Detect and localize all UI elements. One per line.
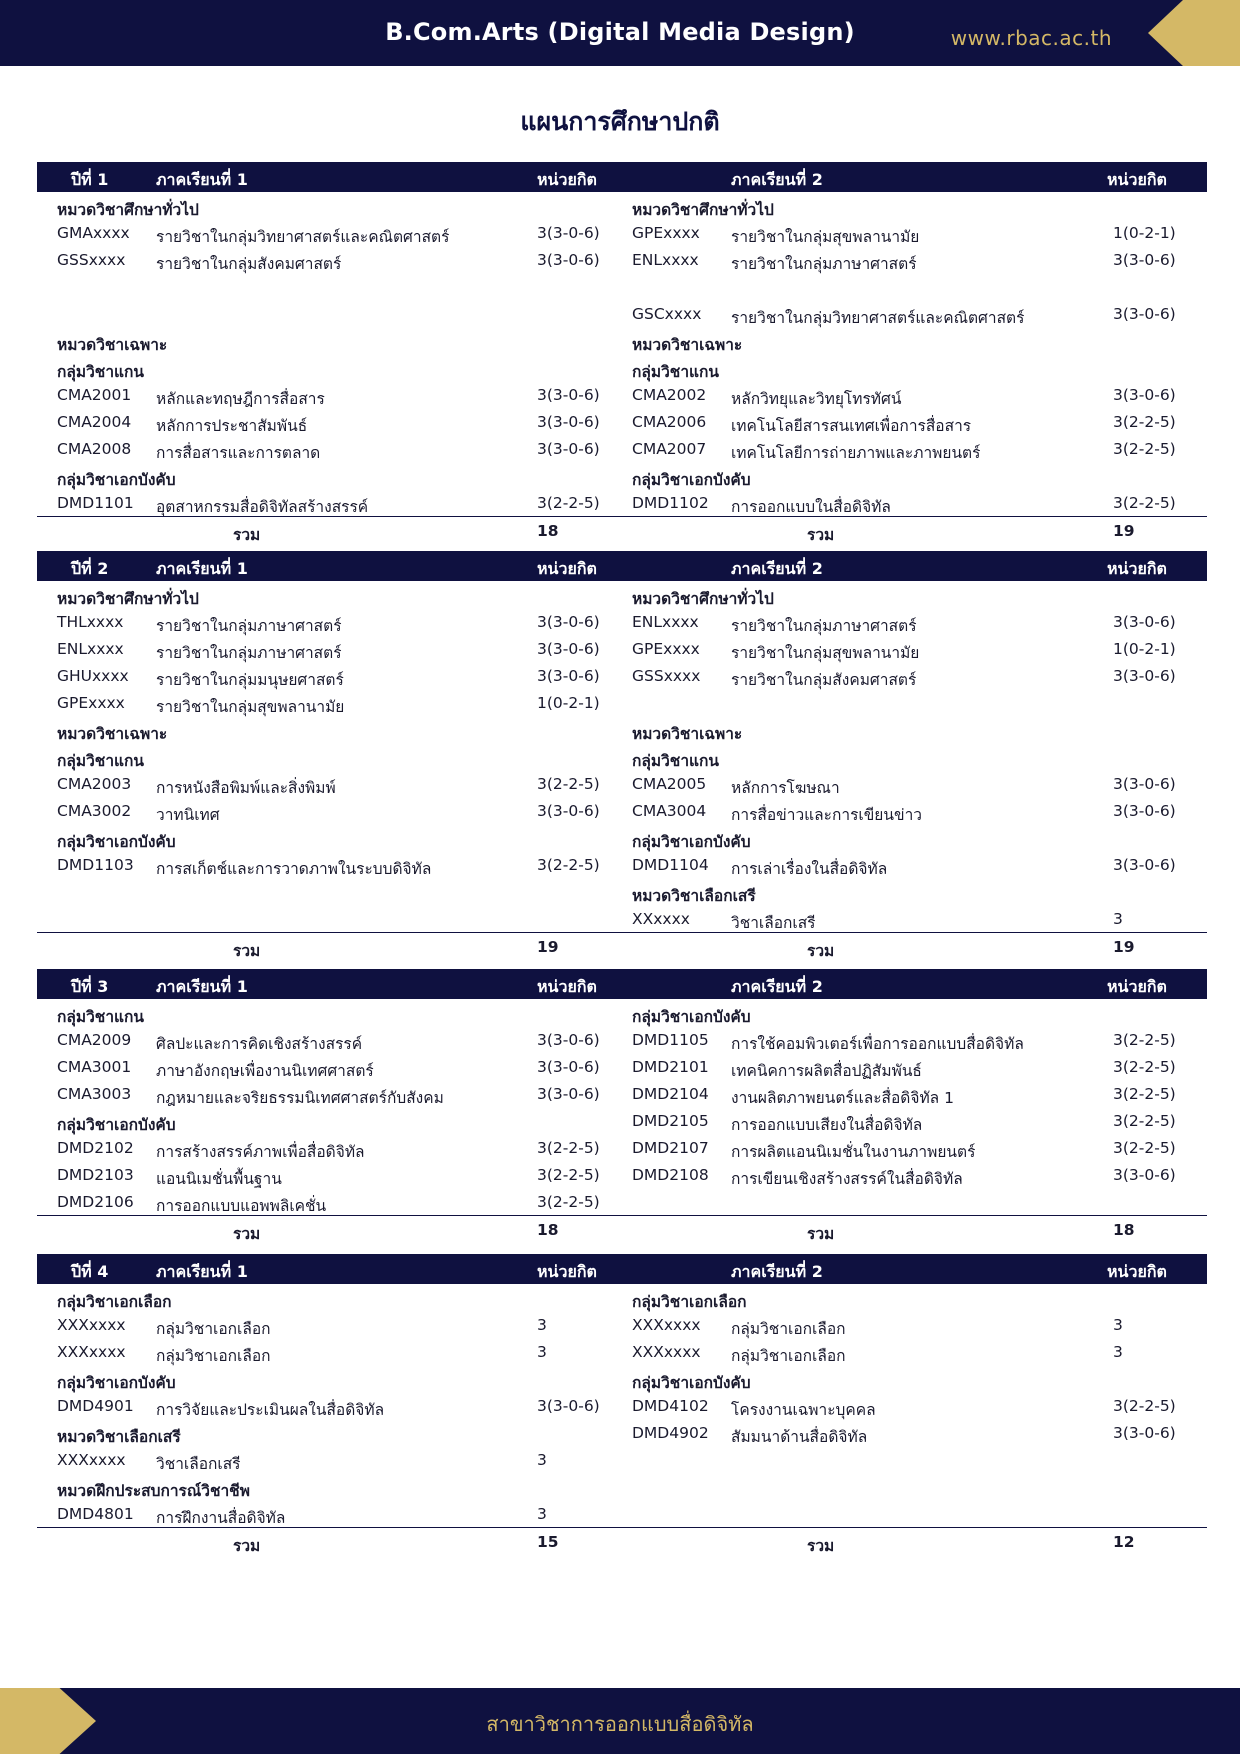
category-heading: หมวดฝึกประสบการณ์วิชาชีพ: [57, 1482, 250, 1500]
course-credit: 3(2-2-5): [537, 1139, 600, 1157]
course-code: CMA2009: [57, 1031, 132, 1049]
category-heading: กลุ่มวิชาเอกบังคับ: [57, 1374, 176, 1392]
table-row: [37, 1365, 1207, 1392]
course-credit: 3(2-2-5): [1113, 440, 1176, 458]
course-credit: 3(3-0-6): [537, 440, 600, 458]
semester-1-label: ภาคเรียนที่ 1: [156, 559, 248, 578]
category-heading: กลุ่มวิชาแกน: [632, 752, 719, 770]
course-code: DMD1104: [632, 856, 709, 874]
course-code: THLxxxx: [57, 613, 124, 631]
year-label: ปีที่ 3: [71, 977, 109, 996]
course-credit: 3: [1113, 910, 1123, 928]
course-name: การออกแบบแอพพลิเคชั่น: [156, 1197, 327, 1215]
course-name: โครงงานเฉพาะบุคคล: [731, 1401, 876, 1419]
course-name: หลักวิทยุและวิทยุโทรทัศน์: [731, 390, 902, 408]
course-code: CMA3004: [632, 802, 707, 820]
total-label: รวม: [807, 526, 835, 544]
course-credit: 3(2-2-5): [537, 1193, 600, 1211]
semester-1-label: ภาคเรียนที่ 1: [156, 977, 248, 996]
category-heading: กลุ่มวิชาแกน: [632, 363, 719, 381]
course-name: การสเก็ตช์และการวาดภาพในระบบดิจิทัล: [156, 860, 432, 878]
course-credit: 1(0-2-1): [537, 694, 600, 712]
credits-header: หน่วยกิต: [537, 977, 597, 996]
course-credit: 3(3-0-6): [1113, 1166, 1176, 1184]
course-credit: 3: [537, 1316, 547, 1334]
course-credit: 3(2-2-5): [1113, 1397, 1176, 1415]
course-name: รายวิชาในกลุ่มสังคมศาสตร์: [156, 255, 342, 273]
course-code: XXXxxxx: [57, 1316, 126, 1334]
course-credit: 3(2-2-5): [537, 1166, 600, 1184]
course-name: แอนนิเมชั่นพื้นฐาน: [156, 1170, 282, 1188]
course-code: ENLxxxx: [632, 251, 699, 269]
course-name: การออกแบบเสียงในสื่อดิจิทัล: [731, 1116, 923, 1134]
course-credit: 1(0-2-1): [1113, 640, 1176, 658]
course-code: DMD4102: [632, 1397, 709, 1415]
table-row: [37, 797, 1207, 824]
total-credits-sem1: 18: [537, 522, 559, 540]
course-code: DMD2105: [632, 1112, 709, 1130]
table-row: [37, 851, 1207, 878]
table-row: [37, 273, 1207, 300]
course-code: DMD4901: [57, 1397, 134, 1415]
course-code: DMD1105: [632, 1031, 709, 1049]
category-heading: หมวดวิชาเลือกเสรี: [57, 1428, 181, 1446]
table-row: [37, 824, 1207, 851]
total-label: รวม: [233, 1537, 261, 1555]
course-code: GPExxxx: [57, 694, 125, 712]
course-code: DMD4801: [57, 1505, 134, 1523]
category-heading: กลุ่มวิชาเอกเลือก: [632, 1293, 747, 1311]
page-title: แผนการศึกษาปกติ: [520, 107, 720, 136]
total-credits-sem2: 12: [1113, 1533, 1135, 1551]
course-credit: 3(3-0-6): [537, 1397, 600, 1415]
course-name: การวิจัยและประเมินผลในสื่อดิจิทัล: [156, 1401, 385, 1419]
course-credit: 3(3-0-6): [1113, 613, 1176, 631]
course-name: วาทนิเทศ: [156, 806, 220, 824]
year-header: [37, 1254, 1207, 1284]
course-name: ศิลปะและการคิดเชิงสร้างสรรค์: [156, 1035, 363, 1053]
course-credit: 3(3-0-6): [1113, 775, 1176, 793]
table-row: [37, 246, 1207, 273]
table-row: [37, 1053, 1207, 1080]
table-row: [37, 327, 1207, 354]
course-name: การสื่อข่าวและการเขียนข่าว: [731, 806, 922, 824]
course-credit: 3(3-0-6): [537, 413, 600, 431]
course-code: GSSxxxx: [632, 667, 701, 685]
course-code: XXxxxx: [632, 910, 690, 928]
course-credit: 3(3-0-6): [537, 386, 600, 404]
course-code: GPExxxx: [632, 640, 700, 658]
semester-1-label: ภาคเรียนที่ 1: [156, 170, 248, 189]
course-code: DMD2106: [57, 1193, 134, 1211]
course-code: CMA2006: [632, 413, 707, 431]
course-code: DMD1101: [57, 494, 134, 512]
course-name: หลักและทฤษฎีการสื่อสาร: [156, 390, 325, 408]
table-row: [37, 1311, 1207, 1338]
course-name: เทคนิคการผลิตสื่อปฏิสัมพันธ์: [731, 1062, 922, 1080]
semester-2-label: ภาคเรียนที่ 2: [731, 1262, 823, 1281]
course-code: CMA2007: [632, 440, 707, 458]
course-code: DMD1102: [632, 494, 709, 512]
semester-1-label: ภาคเรียนที่ 1: [156, 1262, 248, 1281]
semester-2-label: ภาคเรียนที่ 2: [731, 977, 823, 996]
course-code: CMA2004: [57, 413, 132, 431]
course-code: CMA3002: [57, 802, 132, 820]
category-heading: กลุ่มวิชาเอกบังคับ: [632, 471, 751, 489]
course-credit: 3(3-0-6): [537, 640, 600, 658]
course-name: รายวิชาในกลุ่มภาษาศาสตร์: [156, 644, 342, 662]
table-row: [37, 1338, 1207, 1365]
course-code: GPExxxx: [632, 224, 700, 242]
course-code: DMD2103: [57, 1166, 134, 1184]
category-heading: หมวดวิชาศึกษาทั่วไป: [57, 201, 199, 219]
course-name: การใช้คอมพิวเตอร์เพื่อการออกแบบสื่อดิจิทัล: [731, 1035, 1024, 1053]
category-heading: หมวดวิชาเฉพาะ: [632, 725, 743, 743]
table-row: [37, 716, 1207, 743]
course-credit: 3: [537, 1343, 547, 1361]
category-heading: กลุ่มวิชาแกน: [57, 1008, 144, 1026]
course-credit: 3(2-2-5): [1113, 1139, 1176, 1157]
year-header: [37, 969, 1207, 999]
course-name: กลุ่มวิชาเอกเลือก: [156, 1347, 271, 1365]
course-name: วิชาเลือกเสรี: [731, 914, 816, 932]
course-credit: 3(3-0-6): [537, 613, 600, 631]
category-heading: หมวดวิชาศึกษาทั่วไป: [632, 590, 774, 608]
total-row: [37, 1215, 1207, 1244]
year-label: ปีที่ 4: [71, 1262, 109, 1281]
course-credit: 3(3-0-6): [537, 251, 600, 269]
year-section: [37, 969, 1207, 1244]
semester-2-label: ภาคเรียนที่ 2: [731, 559, 823, 578]
year-label: ปีที่ 2: [71, 559, 109, 578]
course-name: รายวิชาในกลุ่มวิทยาศาสตร์และคณิตศาสตร์: [156, 228, 450, 246]
course-name: วิชาเลือกเสรี: [156, 1455, 241, 1473]
category-heading: หมวดวิชาเฉพาะ: [632, 336, 743, 354]
website-url[interactable]: www.rbac.ac.th: [950, 26, 1112, 50]
course-code: GSSxxxx: [57, 251, 126, 269]
course-code: DMD2101: [632, 1058, 709, 1076]
course-credit: 3(3-0-6): [537, 224, 600, 242]
table-row: [37, 905, 1207, 932]
page-footer: [0, 1688, 1240, 1754]
header-gold-arrow: [1148, 0, 1240, 66]
course-code: DMD2107: [632, 1139, 709, 1157]
total-credits-sem2: 19: [1113, 938, 1135, 956]
course-credit: 3(2-2-5): [1113, 1085, 1176, 1103]
table-row: [37, 300, 1207, 327]
course-credit: 3(3-0-6): [1113, 251, 1176, 269]
table-row: [37, 1473, 1207, 1500]
table-row: [37, 1419, 1207, 1446]
table-row: [37, 1107, 1207, 1134]
course-name: เทคโนโลยีสารสนเทศเพื่อการสื่อสาร: [731, 417, 972, 435]
course-name: รายวิชาในกลุ่มภาษาศาสตร์: [156, 617, 342, 635]
course-credit: 3(2-2-5): [1113, 413, 1176, 431]
course-code: GSCxxxx: [632, 305, 702, 323]
course-name: กลุ่มวิชาเอกเลือก: [731, 1347, 846, 1365]
course-name: อุตสาหกรรมสื่อดิจิทัลสร้างสรรค์: [156, 498, 369, 516]
total-label: รวม: [807, 1537, 835, 1555]
total-label: รวม: [807, 1225, 835, 1243]
table-row: [37, 489, 1207, 516]
course-credit: 3(3-0-6): [1113, 856, 1176, 874]
course-code: CMA2005: [632, 775, 707, 793]
course-name: ภาษาอังกฤษเพื่องานนิเทศศาสตร์: [156, 1062, 374, 1080]
course-credit: 1(0-2-1): [1113, 224, 1176, 242]
course-credit: 3(2-2-5): [537, 856, 600, 874]
course-code: XXXxxxx: [57, 1451, 126, 1469]
course-name: การออกแบบในสื่อดิจิทัล: [731, 498, 891, 516]
category-heading: กลุ่มวิชาเอกบังคับ: [632, 833, 751, 851]
year-header: [37, 162, 1207, 192]
category-heading: กลุ่มวิชาเอกบังคับ: [57, 471, 176, 489]
year-label: ปีที่ 1: [71, 170, 109, 189]
course-name: กลุ่มวิชาเอกเลือก: [156, 1320, 271, 1338]
table-row: [37, 1446, 1207, 1473]
course-name: รายวิชาในกลุ่มภาษาศาสตร์: [731, 617, 917, 635]
category-heading: กลุ่มวิชาเอกบังคับ: [57, 1116, 176, 1134]
category-heading: หมวดวิชาเลือกเสรี: [632, 887, 756, 905]
course-name: การหนังสือพิมพ์และสิ่งพิมพ์: [156, 779, 336, 797]
department-name: สาขาวิชาการออกแบบสื่อดิจิทัล: [486, 1712, 754, 1736]
course-credit: 3(3-0-6): [537, 667, 600, 685]
table-row: [37, 354, 1207, 381]
total-credits-sem2: 19: [1113, 522, 1135, 540]
semester-2-label: ภาคเรียนที่ 2: [731, 170, 823, 189]
credits-header: หน่วยกิต: [1107, 1262, 1167, 1281]
category-heading: กลุ่มวิชาแกน: [57, 363, 144, 381]
total-row: [37, 932, 1207, 961]
course-code: XXXxxxx: [632, 1316, 701, 1334]
table-row: [37, 381, 1207, 408]
course-credit: 3(2-2-5): [1113, 1112, 1176, 1130]
table-row: [37, 1134, 1207, 1161]
table-row: [37, 743, 1207, 770]
course-name: เทคโนโลยีการถ่ายภาพและภาพยนตร์: [731, 444, 981, 462]
category-heading: กลุ่มวิชาแกน: [57, 752, 144, 770]
course-name: งานผลิตภาพยนตร์และสื่อดิจิทัล 1: [731, 1089, 954, 1107]
course-credit: 3: [537, 1505, 547, 1523]
course-credit: 3(3-0-6): [1113, 386, 1176, 404]
total-label: รวม: [807, 942, 835, 960]
table-row: [37, 1026, 1207, 1053]
course-name: หลักการประชาสัมพันธ์: [156, 417, 308, 435]
course-code: XXXxxxx: [632, 1343, 701, 1361]
course-name: รายวิชาในกลุ่มวิทยาศาสตร์และคณิตศาสตร์: [731, 309, 1025, 327]
table-row: [37, 581, 1207, 608]
course-name: การสื่อสารและการตลาด: [156, 444, 321, 462]
total-label: รวม: [233, 942, 261, 960]
credits-header: หน่วยกิต: [537, 170, 597, 189]
course-name: รายวิชาในกลุ่มสุขพลานามัย: [731, 228, 920, 246]
course-code: DMD2108: [632, 1166, 709, 1184]
table-row: [37, 435, 1207, 462]
table-row: [37, 462, 1207, 489]
table-row: [37, 999, 1207, 1026]
course-code: DMD1103: [57, 856, 134, 874]
table-row: [37, 1284, 1207, 1311]
table-row: [37, 662, 1207, 689]
course-name: การผลิตแอนนิเมชั่นในงานภาพยนตร์: [731, 1143, 976, 1161]
course-name: รายวิชาในกลุ่มสุขพลานามัย: [156, 698, 345, 716]
course-code: DMD2104: [632, 1085, 709, 1103]
course-credit: 3(2-2-5): [1113, 1031, 1176, 1049]
course-credit: 3: [1113, 1343, 1123, 1361]
course-name: สัมมนาด้านสื่อดิจิทัล: [731, 1428, 868, 1446]
course-name: กลุ่มวิชาเอกเลือก: [731, 1320, 846, 1338]
table-row: [37, 1188, 1207, 1215]
table-row: [37, 219, 1207, 246]
course-credit: 3(3-0-6): [1113, 802, 1176, 820]
course-name: การสร้างสรรค์ภาพเพื่อสื่อดิจิทัล: [156, 1143, 365, 1161]
table-row: [37, 608, 1207, 635]
year-header: [37, 551, 1207, 581]
table-row: [37, 192, 1207, 219]
course-code: ENLxxxx: [632, 613, 699, 631]
page-header: [0, 0, 1240, 66]
course-name: รายวิชาในกลุ่มสังคมศาสตร์: [731, 671, 917, 689]
course-credit: 3(2-2-5): [1113, 1058, 1176, 1076]
course-code: CMA3001: [57, 1058, 132, 1076]
course-code: CMA2002: [632, 386, 707, 404]
table-row: [37, 1392, 1207, 1419]
course-credit: 3(3-0-6): [537, 1085, 600, 1103]
course-credit: 3(2-2-5): [1113, 494, 1176, 512]
year-section: [37, 1254, 1207, 1556]
course-name: การเล่าเรื่องในสื่อดิจิทัล: [731, 860, 888, 878]
credits-header: หน่วยกิต: [1107, 977, 1167, 996]
course-code: CMA2001: [57, 386, 132, 404]
course-credit: 3: [537, 1451, 547, 1469]
category-heading: กลุ่มวิชาเอกบังคับ: [632, 1374, 751, 1392]
total-credits-sem2: 18: [1113, 1221, 1135, 1239]
credits-header: หน่วยกิต: [537, 1262, 597, 1281]
total-credits-sem1: 19: [537, 938, 559, 956]
category-heading: หมวดวิชาเฉพาะ: [57, 336, 168, 354]
course-name: หลักการโฆษณา: [731, 779, 840, 797]
table-row: [37, 1500, 1207, 1527]
course-code: ENLxxxx: [57, 640, 124, 658]
category-heading: กลุ่มวิชาเอกเลือก: [57, 1293, 172, 1311]
course-code: GMAxxxx: [57, 224, 130, 242]
total-label: รวม: [233, 1225, 261, 1243]
total-row: [37, 1527, 1207, 1556]
total-label: รวม: [233, 526, 261, 544]
course-name: รายวิชาในกลุ่มภาษาศาสตร์: [731, 255, 917, 273]
table-row: [37, 1080, 1207, 1107]
course-credit: 3(3-0-6): [1113, 667, 1176, 685]
course-code: XXXxxxx: [57, 1343, 126, 1361]
credits-header: หน่วยกิต: [1107, 170, 1167, 189]
course-code: DMD4902: [632, 1424, 709, 1442]
course-name: รายวิชาในกลุ่มมนุษยศาสตร์: [156, 671, 344, 689]
course-name: รายวิชาในกลุ่มสุขพลานามัย: [731, 644, 920, 662]
table-row: [37, 878, 1207, 905]
year-section: [37, 551, 1207, 961]
course-name: กฎหมายและจริยธรรมนิเทศศาสตร์กับสังคม: [156, 1089, 444, 1107]
course-credit: 3(3-0-6): [1113, 305, 1176, 323]
credits-header: หน่วยกิต: [1107, 559, 1167, 578]
total-credits-sem1: 15: [537, 1533, 559, 1551]
category-heading: หมวดวิชาศึกษาทั่วไป: [57, 590, 199, 608]
total-credits-sem1: 18: [537, 1221, 559, 1239]
course-credit: 3(3-0-6): [537, 1031, 600, 1049]
table-row: [37, 635, 1207, 662]
course-code: GHUxxxx: [57, 667, 129, 685]
course-name: การฝึกงานสื่อดิจิทัล: [156, 1509, 286, 1527]
course-code: CMA3003: [57, 1085, 132, 1103]
category-heading: กลุ่มวิชาเอกบังคับ: [632, 1008, 751, 1026]
course-credit: 3(2-2-5): [537, 494, 600, 512]
table-row: [37, 408, 1207, 435]
program-title: B.Com.Arts (Digital Media Design): [385, 18, 855, 46]
course-code: CMA2008: [57, 440, 132, 458]
course-credit: 3: [1113, 1316, 1123, 1334]
year-section: [37, 162, 1207, 545]
category-heading: หมวดวิชาศึกษาทั่วไป: [632, 201, 774, 219]
course-code: DMD2102: [57, 1139, 134, 1157]
course-name: การเขียนเชิงสร้างสรรค์ในสื่อดิจิทัล: [731, 1170, 963, 1188]
course-credit: 3(3-0-6): [1113, 1424, 1176, 1442]
course-credit: 3(3-0-6): [537, 802, 600, 820]
course-credit: 3(2-2-5): [537, 775, 600, 793]
table-row: [37, 770, 1207, 797]
total-row: [37, 516, 1207, 545]
credits-header: หน่วยกิต: [537, 559, 597, 578]
category-heading: กลุ่มวิชาเอกบังคับ: [57, 833, 176, 851]
category-heading: หมวดวิชาเฉพาะ: [57, 725, 168, 743]
table-row: [37, 1161, 1207, 1188]
course-credit: 3(3-0-6): [537, 1058, 600, 1076]
table-row: [37, 689, 1207, 716]
course-code: CMA2003: [57, 775, 132, 793]
